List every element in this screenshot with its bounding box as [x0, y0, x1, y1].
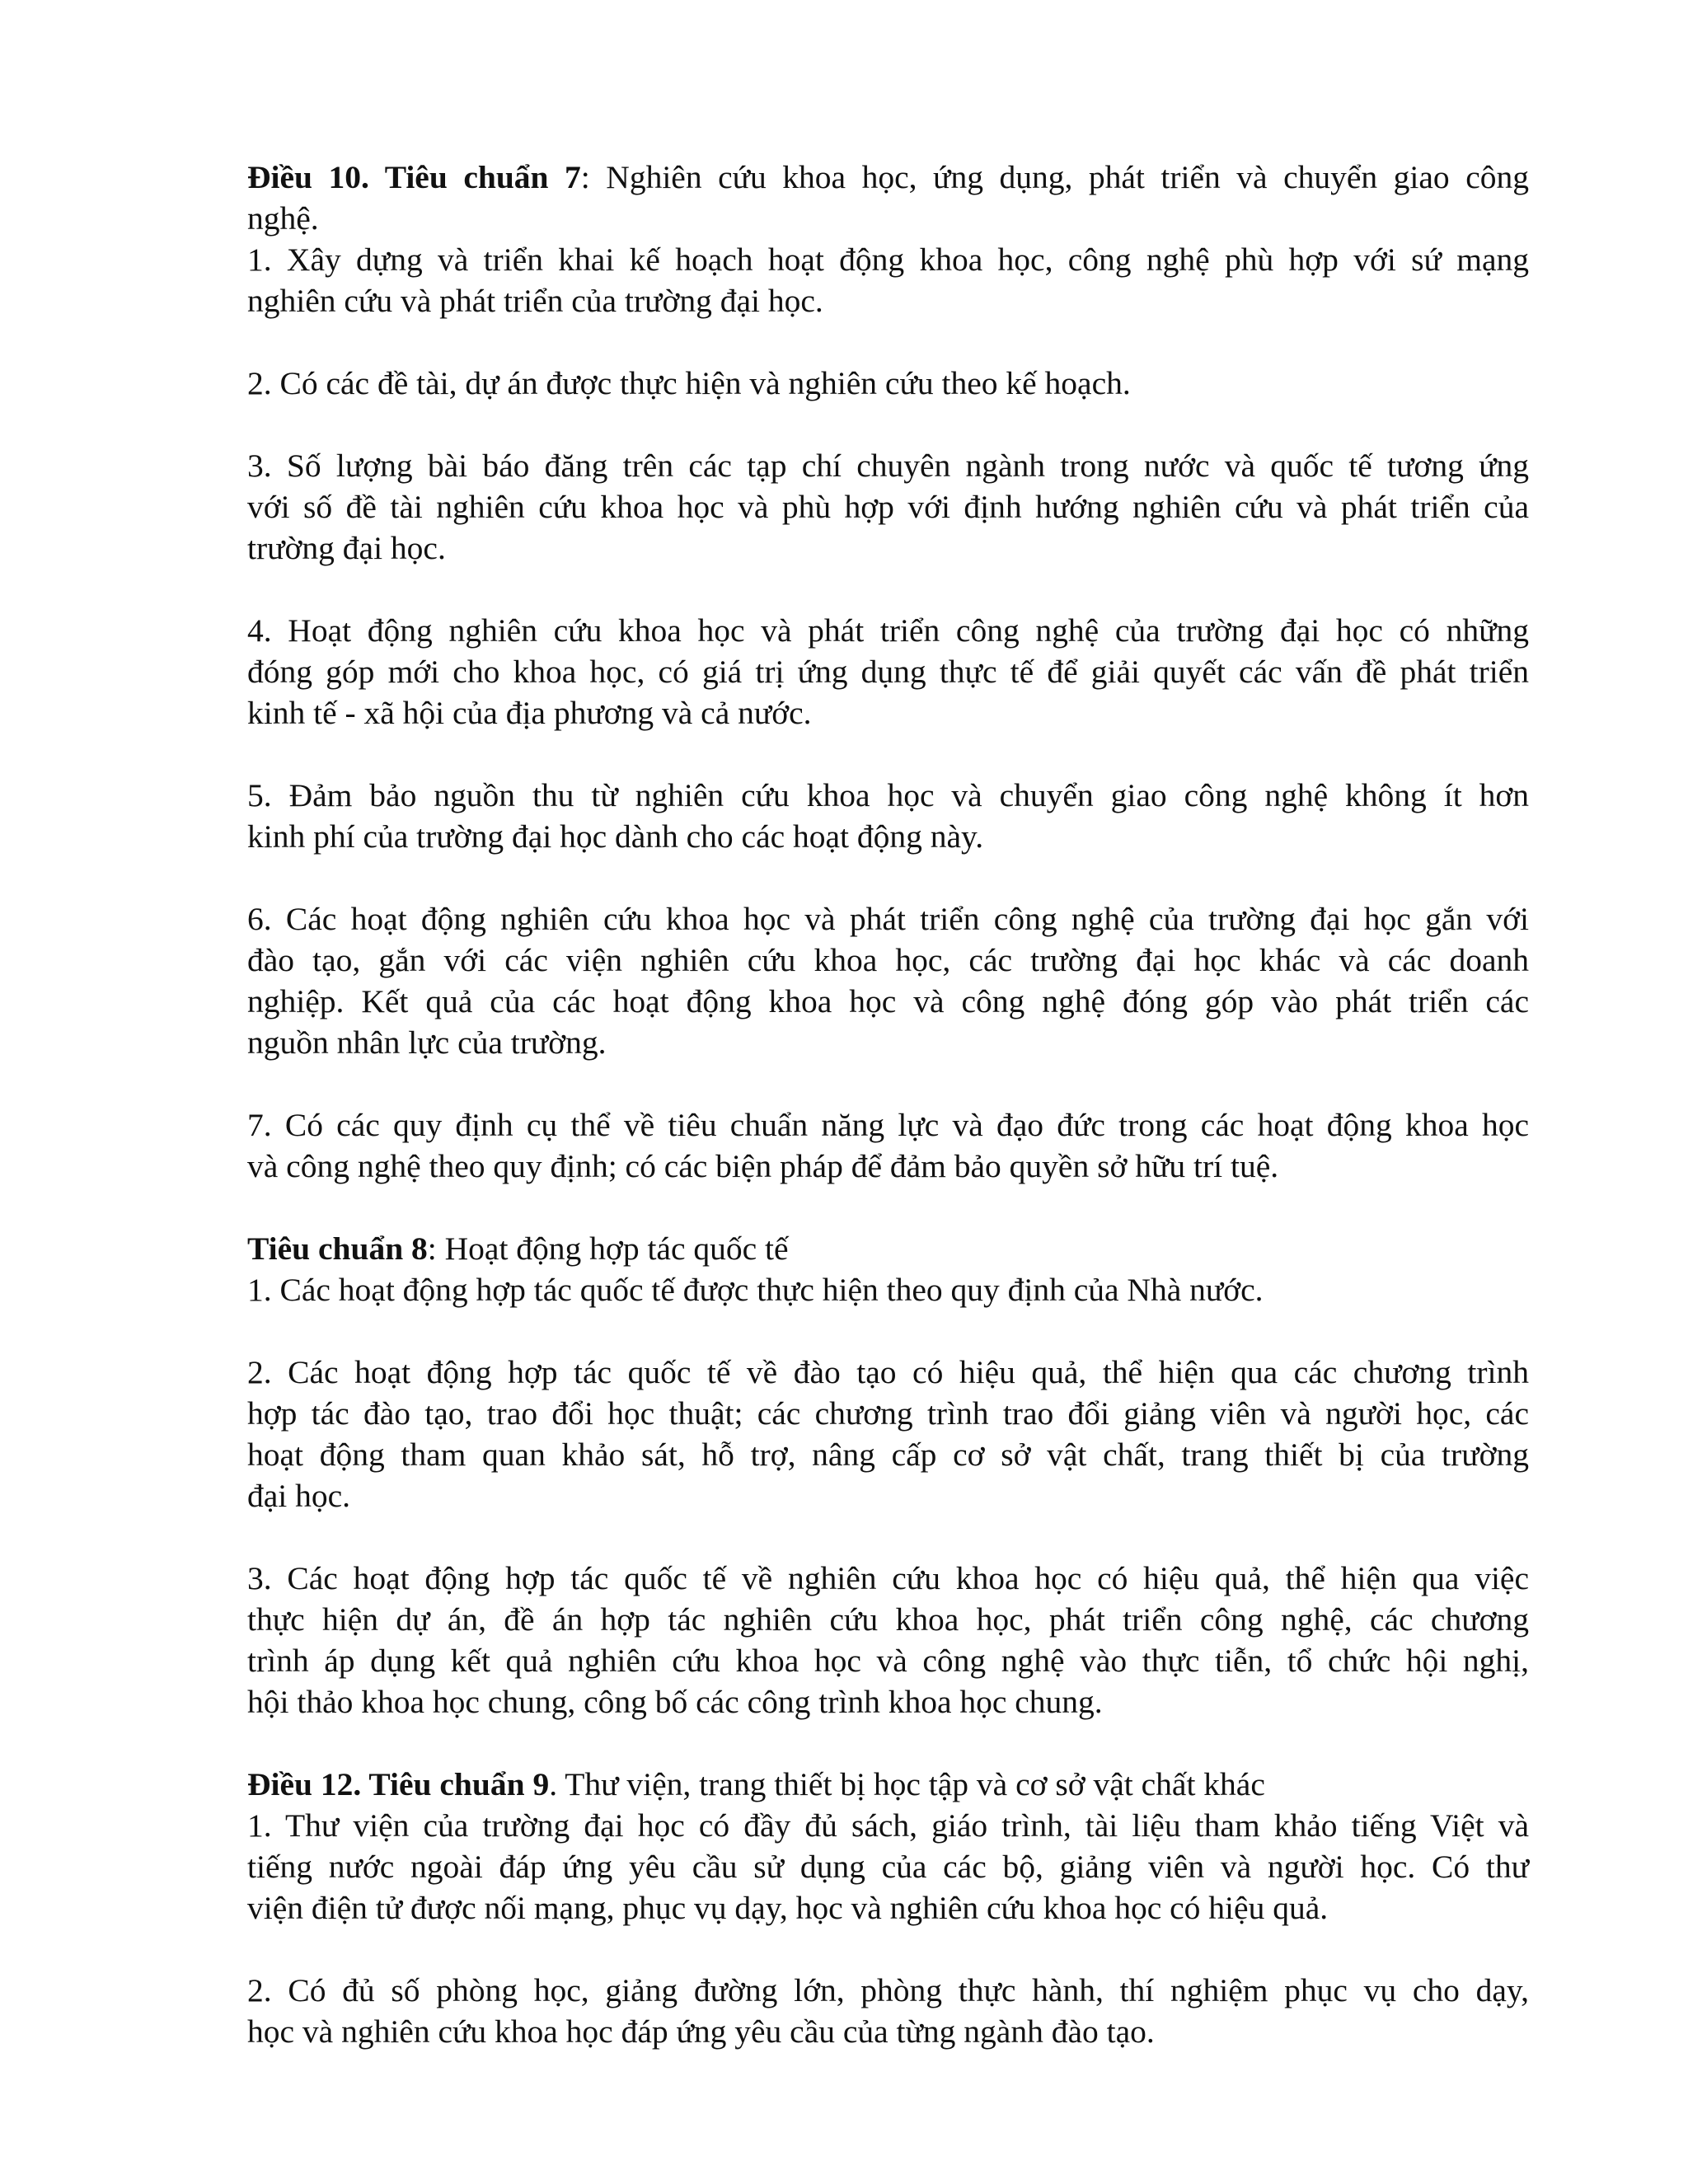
- paragraph-line: 2. Có các đề tài, dự án được thực hiện và nghiên cứu theo kế hoạch.: [247, 365, 1131, 401]
- heading-text: : Nghiên cứu khoa học, ứng dụng, phát triển và chuyển giao công: [580, 159, 1529, 195]
- paragraph-line: nghiệp. Kết quả của các hoạt động khoa học và công nghệ đóng góp vào phát triển các: [247, 983, 1529, 1019]
- paragraph-line: hợp tác đào tạo, trao đổi học thuật; các chương trình trao đổi giảng viên và người học, các: [247, 1395, 1529, 1432]
- paragraph: [247, 1970, 1529, 2052]
- paragraph-line: thực hiện dự án, đề án hợp tác nghiên cứu khoa học, phát triển công nghệ, các chương: [247, 1601, 1529, 1638]
- paragraph: [247, 363, 1529, 404]
- paragraph-line: với số đề tài nghiên cứu khoa học và phù hợp với định hướng nghiên cứu và phát triển của: [247, 489, 1529, 525]
- paragraph-line: 2. Có đủ số phòng học, giảng đường lớn, phòng thực hành, thí nghiệm phục vụ cho dạy,: [247, 1972, 1529, 2008]
- paragraph-line: 3. Các hoạt động hợp tác quốc tế về nghiên cứu khoa học có hiệu quả, thể hiện qua việc: [247, 1560, 1529, 1596]
- paragraph-line: 4. Hoạt động nghiên cứu khoa học và phát triển công nghệ của trường đại học có những: [247, 612, 1529, 649]
- paragraph-line: trường đại học.: [247, 530, 446, 566]
- paragraph-line: 3. Số lượng bài báo đăng trên các tạp chí chuyên ngành trong nước và quốc tế tương ứng: [247, 448, 1529, 484]
- paragraph: [247, 445, 1529, 569]
- paragraph-line: 1. Các hoạt động hợp tác quốc tế được thực hiện theo quy định của Nhà nước.: [247, 1272, 1264, 1308]
- paragraph: [247, 1269, 1529, 1310]
- heading-text: : Hoạt động hợp tác quốc tế: [427, 1230, 789, 1267]
- paragraph: [247, 239, 1529, 321]
- paragraph-line: tiếng nước ngoài đáp ứng yêu cầu sử dụng của các bộ, giảng viên và người học. Có thư: [247, 1849, 1529, 1885]
- heading-bold: Điều 12. Tiêu chuẩn 9: [247, 1766, 550, 1802]
- paragraph-line: nghiên cứu và phát triển của trường đại học.: [247, 283, 823, 319]
- section-standard-8: [247, 1228, 1529, 1722]
- paragraph: [247, 610, 1529, 733]
- section-standard-9: [247, 1764, 1529, 2052]
- paragraph: [247, 1558, 1529, 1722]
- paragraph: [247, 898, 1529, 1063]
- section-standard-7: [247, 157, 1529, 1187]
- paragraph-line: nguồn nhân lực của trường.: [247, 1024, 607, 1061]
- section-heading: [247, 157, 1529, 239]
- paragraph-line: viện điện tử được nối mạng, phục vụ dạy, học và nghiên cứu khoa học có hiệu quả.: [247, 1890, 1329, 1926]
- paragraph-line: 7. Có các quy định cụ thể về tiêu chuẩn năng lực và đạo đức trong các hoạt động khoa học: [247, 1107, 1529, 1143]
- paragraph-line: 6. Các hoạt động nghiên cứu khoa học và phát triển công nghệ của trường đại học gắn với: [247, 901, 1529, 937]
- paragraph-line: 1. Thư viện của trường đại học có đầy đủ sách, giáo trình, tài liệu tham khảo tiếng Việt và: [247, 1807, 1529, 1844]
- heading-text-cont: nghệ.: [247, 200, 319, 237]
- paragraph-line: 5. Đảm bảo nguồn thu từ nghiên cứu khoa học và chuyển giao công nghệ không ít hơn: [247, 777, 1529, 813]
- paragraph-line: và công nghệ theo quy định; có các biện pháp để đảm bảo quyền sở hữu trí tuệ.: [247, 1148, 1279, 1184]
- paragraph-line: hội thảo khoa học chung, công bố các công trình khoa học chung.: [247, 1684, 1103, 1720]
- paragraph: [247, 1104, 1529, 1187]
- section-heading: [247, 1764, 1529, 1805]
- heading-bold: Tiêu chuẩn 8: [247, 1230, 428, 1267]
- paragraph-line: 1. Xây dựng và triển khai kế hoạch hoạt động khoa học, công nghệ phù hợp với sứ mạng: [247, 241, 1529, 278]
- document-page: [247, 157, 1529, 2093]
- heading-bold: Điều 10. Tiêu chuẩn 7: [247, 159, 581, 195]
- paragraph-line: 2. Các hoạt động hợp tác quốc tế về đào tạo có hiệu quả, thể hiện qua các chương trình: [247, 1354, 1529, 1390]
- section-heading: [247, 1228, 1529, 1269]
- paragraph-line: kinh phí của trường đại học dành cho các hoạt động này.: [247, 818, 984, 855]
- paragraph: [247, 1352, 1529, 1516]
- paragraph-line: hoạt động tham quan khảo sát, hỗ trợ, nâng cấp cơ sở vật chất, trang thiết bị của trường: [247, 1436, 1529, 1473]
- paragraph: [247, 1805, 1529, 1929]
- heading-text: . Thư viện, trang thiết bị học tập và cơ sở vật chất khác: [549, 1766, 1265, 1802]
- paragraph-line: trình áp dụng kết quả nghiên cứu khoa học và công nghệ vào thực tiễn, tổ chức hội nghị,: [247, 1643, 1529, 1679]
- paragraph-line: kinh tế - xã hội của địa phương và cả nước.: [247, 695, 812, 731]
- paragraph: [247, 775, 1529, 857]
- paragraph-line: đóng góp mới cho khoa học, có giá trị ứng dụng thực tế để giải quyết các vấn đề phát triển: [247, 654, 1529, 690]
- paragraph-line: đại học.: [247, 1478, 351, 1514]
- paragraph-line: đào tạo, gắn với các viện nghiên cứu khoa học, các trường đại học khác và các doanh: [247, 942, 1529, 978]
- paragraph-line: học và nghiên cứu khoa học đáp ứng yêu cầu của từng ngành đào tạo.: [247, 2013, 1155, 2050]
